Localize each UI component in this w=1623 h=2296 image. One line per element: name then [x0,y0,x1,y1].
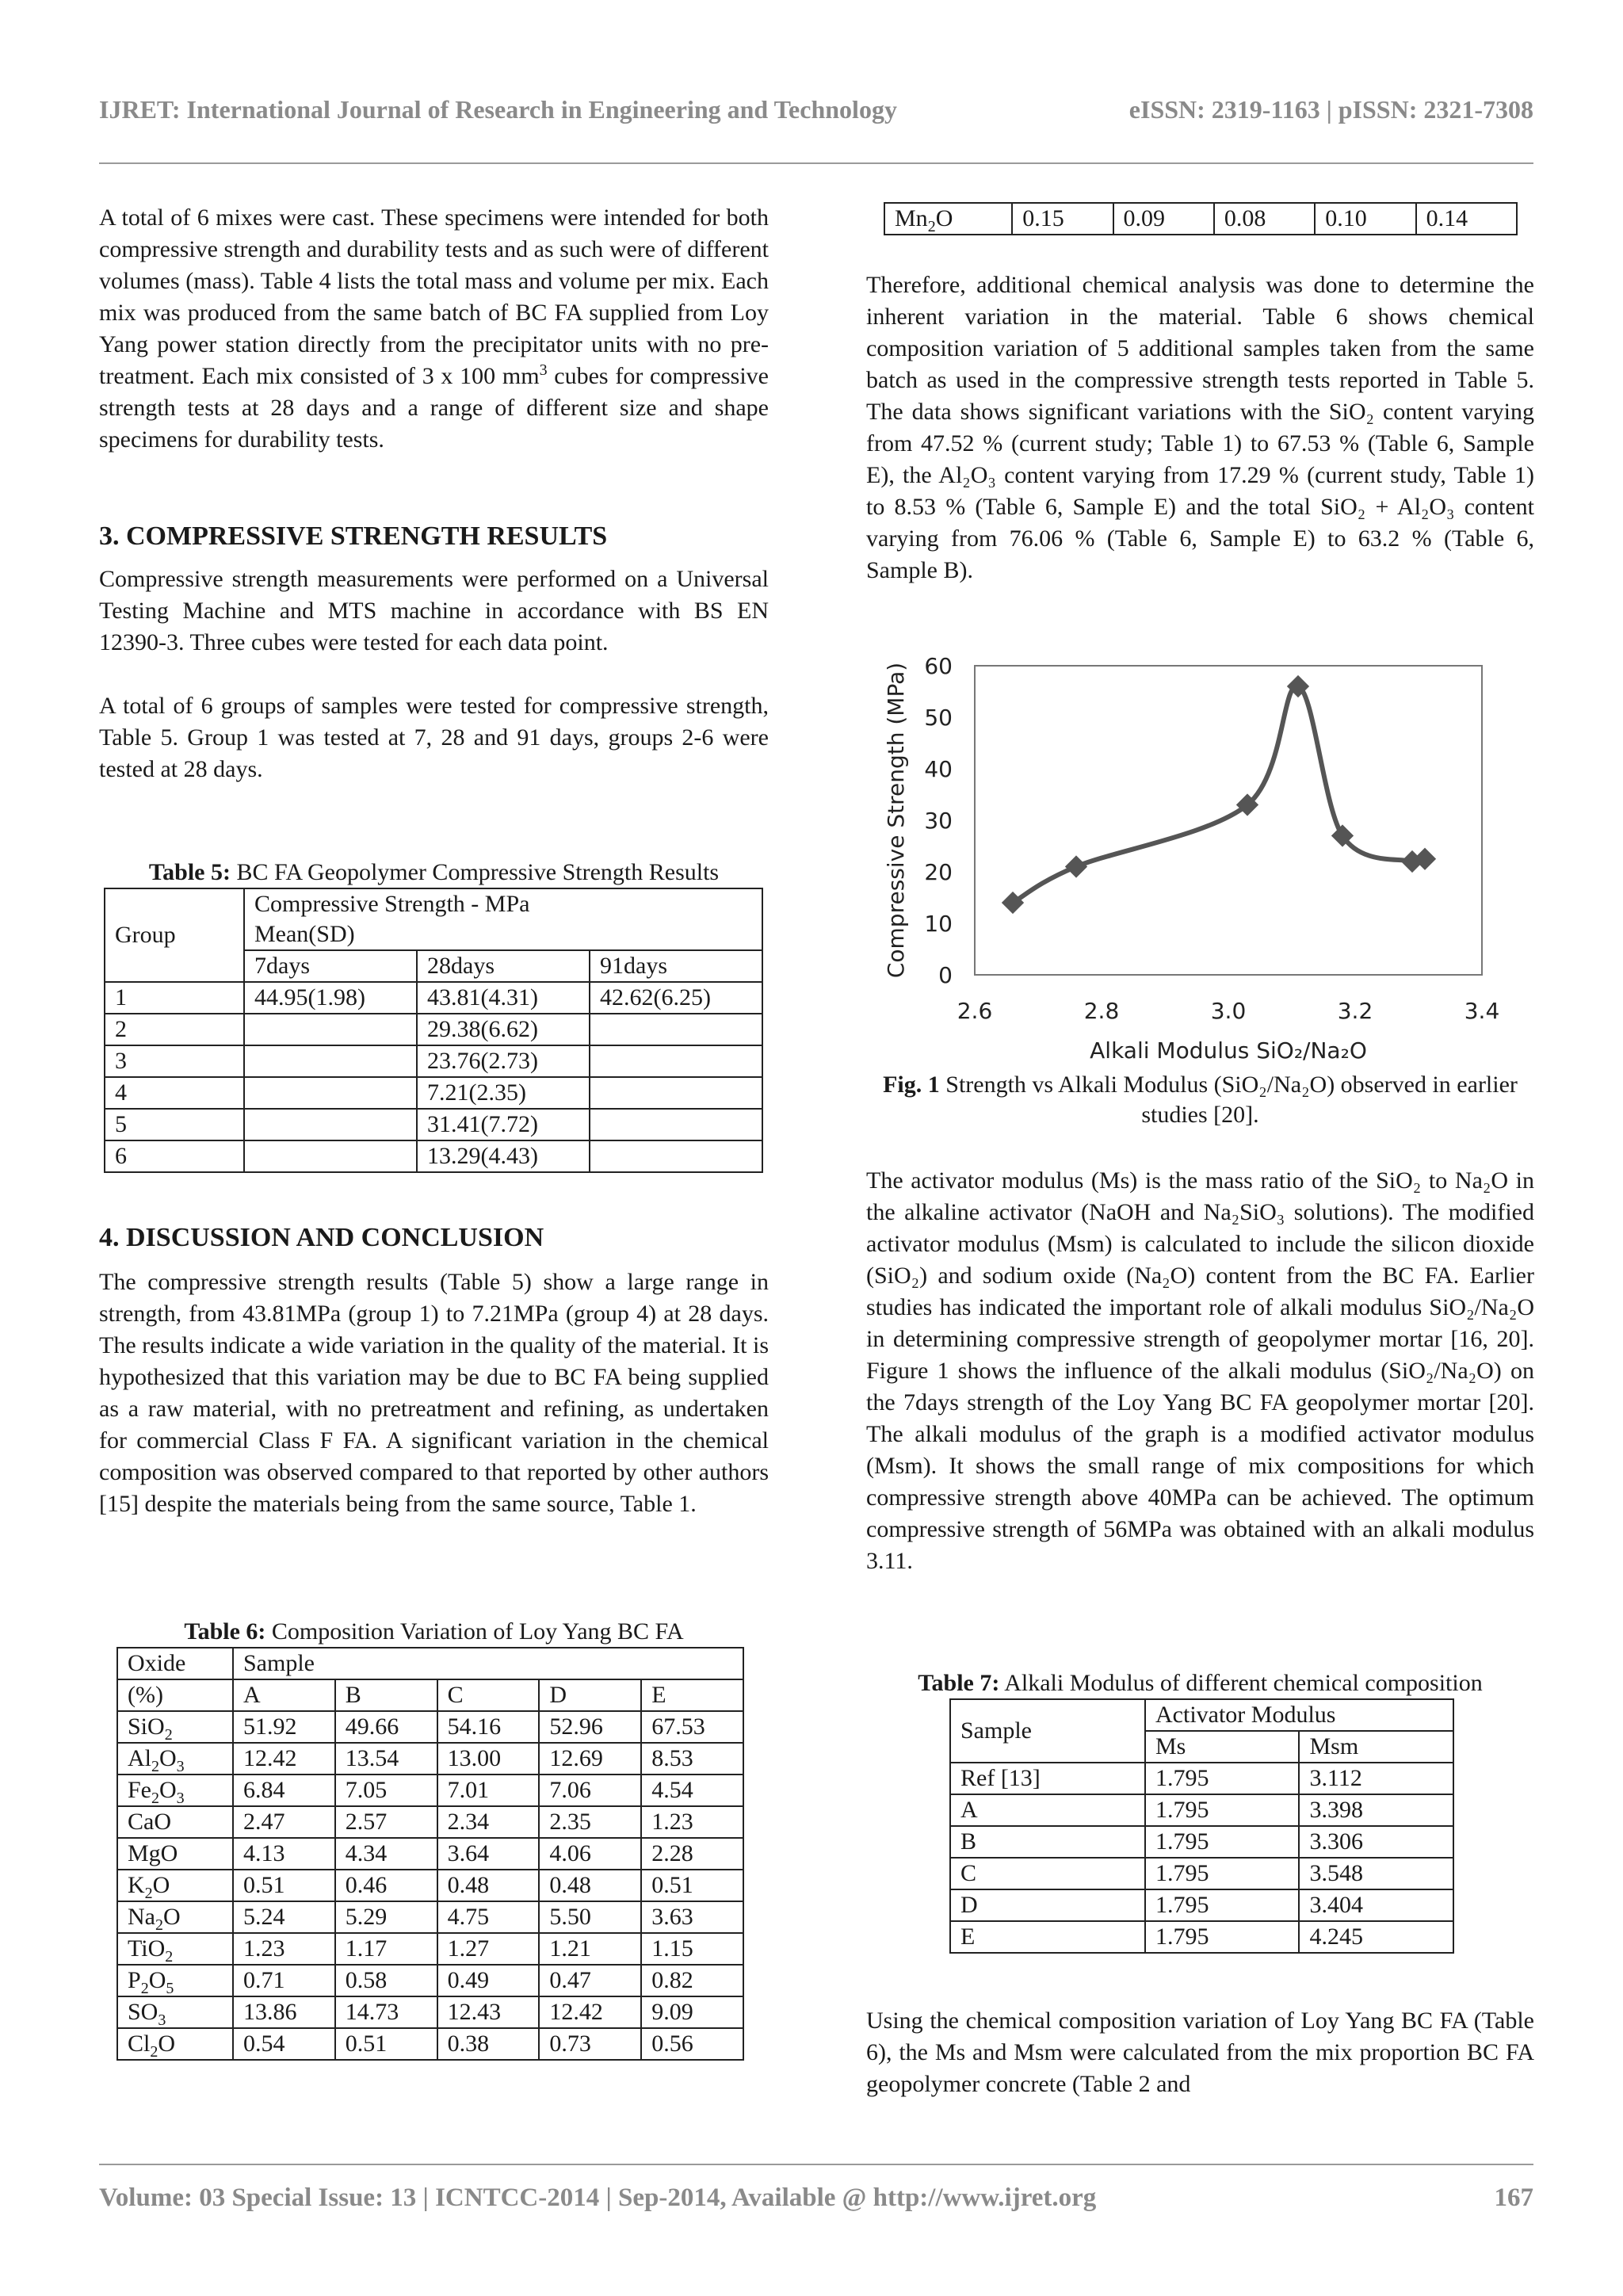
table-row [105,1045,762,1077]
table-cell [590,1014,762,1045]
table-cell: 5.29 [335,1901,437,1933]
table-cell: 4.245 [1299,1921,1453,1953]
right-paragraph-3 [866,2005,1534,2100]
oxide-label: TiO$_2$ [117,1933,233,1965]
table-header: 28days [417,950,590,982]
issn: eISSN: 2319-1163 | pISSN: 2321-7308 [1128,95,1533,124]
table-cell: 0.51 [641,1870,743,1901]
table-cell: 1.23 [641,1806,743,1838]
table-row [105,1109,762,1140]
table-cell: 12.69 [539,1743,641,1775]
table7 [949,1698,1454,1954]
oxide-label: SiO$_2$ [117,1711,233,1743]
table5 [104,888,763,1173]
table-cell: 0.54 [233,2028,335,2060]
table-row [117,1775,743,1806]
table-cell: 1.795 [1145,1826,1299,1858]
paragraph: A total of 6 groups of samples were tested for compressive strength, Table 5. Group 1 was tested at 7, 28 and 91 days, groups 2-6 were tested at 28 days. [99,693,769,782]
table-header: Compressive Strength - MPa Mean(SD) [244,888,762,950]
table-cell: 0.48 [539,1870,641,1901]
table-header: Activator Modulus [1145,1699,1453,1731]
table-row [117,1838,743,1870]
paragraph: A total of 6 mixes were cast. These specimens were intended for both compressive strength and durability tests and as such were of different volumes (mass). Table 4 lists the total mass and volume per mix. Each mix was produced from the same batch of BC FA supplied from Loy Yang power station directly from the precipitator units with no pre-treatment. Each mix consisted of 3 x 100 $mm^3$ cubes for compressive strength tests at 28 days and a range of different size and shape specimens for durability tests. [99,204,769,453]
table-cell [244,1045,417,1077]
table-row [950,1763,1453,1794]
table-cell [244,1077,417,1109]
table-cell: 12.43 [437,1996,540,2028]
table-cell: 0.71 [233,1965,335,1996]
x-tick-label: 3.2 [1337,998,1373,1024]
right-paragraph-2 [866,1165,1534,1577]
table-header: Msm [1299,1731,1453,1763]
x-tick-label: 3.0 [1210,998,1247,1024]
table-cell: 3.548 [1299,1858,1453,1889]
oxide-label: $SO_3$ [117,1996,233,2028]
table-row [117,1806,743,1838]
table-cell: 2.34 [437,1806,540,1838]
header-rule [99,162,1533,164]
table-cell: 14.73 [335,1996,437,2028]
oxide-label: $P_2O_5$ [117,1965,233,1996]
left-column [99,202,769,456]
table-cell: 6.84 [233,1775,335,1806]
data-point [1065,855,1087,877]
table-cell [244,1109,417,1140]
table-cell: 0.46 [335,1870,437,1901]
table-row [105,982,762,1014]
table5-block [99,858,769,1173]
table-cell: 3.404 [1299,1889,1453,1921]
table-cell: E [950,1921,1145,1953]
table-cell: 7.01 [437,1775,540,1806]
table-header: Sample [233,1648,743,1679]
table-cell: B [950,1826,1145,1858]
table-cell: 49.66 [335,1711,437,1743]
table-cell [590,1109,762,1140]
table-cell: 4.75 [437,1901,540,1933]
table-cell: 3.398 [1299,1794,1453,1826]
table-cell: 3 [105,1045,244,1077]
table-header: D [539,1679,641,1711]
paragraph: The compressive strength results (Table 5) show a large range in strength, from 43.81MPa (group 1) to 7.21MPa (group 4) at 28 days. The results indicate a wide variation in the quality of the material. It is hypothesized that this variation may be due to BC FA being supplied as a raw material, with no pretreatment and refining, as undertaken for commercial Class F FA. A significant variation in the chemical composition was observed compared to that reported by other authors [15] despite the materials being from the same source, Table 1. [99,1269,769,1517]
table-row [950,1858,1453,1889]
table-header: B [335,1679,437,1711]
table-cell: 13.86 [233,1996,335,2028]
table-cell: 0.82 [641,1965,743,1996]
table6 [116,1647,744,2061]
table-cell: 5 [105,1109,244,1140]
table-row [105,1077,762,1109]
table-cell: 8.53 [641,1743,743,1775]
table-cell [590,1045,762,1077]
table-header: 7days [244,950,417,982]
table-cell: 3.64 [437,1838,540,1870]
table-cell [590,1077,762,1109]
oxide-label: $Cl_2O$ [117,2028,233,2060]
table-row [105,1014,762,1045]
table-cell: 4.54 [641,1775,743,1806]
table6-block [99,1617,769,2061]
table-cell: 43.81(4.31) [417,982,590,1014]
page-header [99,95,1533,143]
table-cell: 5.50 [539,1901,641,1933]
table7-block [866,1668,1534,1954]
table-cell [590,1140,762,1172]
table-header: A [233,1679,335,1711]
table-cell: 0.38 [437,2028,540,2060]
table-cell: 3.63 [641,1901,743,1933]
table-cell: 0.51 [233,1870,335,1901]
section-title: 3. COMPRESSIVE STRENGTH RESULTS [99,521,608,551]
right-paragraph-1 [866,269,1534,586]
table-row [117,1996,743,2028]
table-header: E [641,1679,743,1711]
table-cell: 2.28 [641,1838,743,1870]
table-header: Ms [1145,1731,1299,1763]
table-cell: 1.795 [1145,1763,1299,1794]
y-tick-label: 30 [924,808,953,834]
table-cell: 23.76(2.73) [417,1045,590,1077]
table-cell: 3.112 [1299,1763,1453,1794]
table-row [117,2028,743,2060]
y-axis-label: Compressive Strength (MPa) [883,662,909,979]
table-cell [244,1014,417,1045]
table-cell: 4.34 [335,1838,437,1870]
table-cell: 0.10 [1315,203,1415,235]
table-cell: 0.14 [1416,203,1517,235]
x-tick-label: 2.8 [1083,998,1120,1024]
table6-continued-block [884,202,1518,235]
table-header: Group [105,888,244,982]
table6-continued [884,202,1518,235]
table-cell: 44.95(1.98) [244,982,417,1014]
y-tick-label: 0 [938,962,953,988]
table-cell: C [950,1858,1145,1889]
y-tick-label: 50 [924,705,953,731]
table-cell: 54.16 [437,1711,540,1743]
table-cell: 7.21(2.35) [417,1077,590,1109]
table-cell: 1.795 [1145,1921,1299,1953]
paragraph: Compressive strength measurements were performed on a Universal Testing Machine and MTS machine in accordance with BS EN 12390-3. Three cubes were tested for each data point. [99,566,769,655]
table-cell: 13.54 [335,1743,437,1775]
table-header: Oxide [117,1648,233,1679]
table-cell: 2.47 [233,1806,335,1838]
table-cell: 12.42 [539,1996,641,2028]
table-cell: 4 [105,1077,244,1109]
figure-1-chart [880,642,1514,1070]
paragraph: Using the chemical composition variation of Loy Yang BC FA (Table 6), the Ms and Msm were calculated from the mix proportion BC FA geopolymer concrete (Table 2 and [866,2008,1534,2097]
oxide-label: MgO [117,1838,233,1870]
oxide-label: CaO [117,1806,233,1838]
table-cell: 1.795 [1145,1858,1299,1889]
table-cell: 0.58 [335,1965,437,1996]
plot-area [975,666,1482,975]
table-cell: 0.49 [437,1965,540,1996]
table-cell: Ref [13] [950,1763,1145,1794]
table-cell: 0.48 [437,1870,540,1901]
table-cell: 1.17 [335,1933,437,1965]
table-cell: 0.09 [1113,203,1214,235]
figure-1-caption-block [866,1070,1534,1130]
table-header: C [437,1679,540,1711]
table-cell: 4.06 [539,1838,641,1870]
journal-title: IJRET: International Journal of Research in Engineering and Technology [99,95,897,124]
table-row [105,1140,762,1172]
x-tick-label: 3.4 [1464,998,1500,1024]
table-cell: 52.96 [539,1711,641,1743]
table-cell: 2.57 [335,1806,437,1838]
section-3 [99,519,769,785]
strength-chart [880,642,1514,1070]
table-row [950,1794,1453,1826]
table-header: (%) [117,1679,233,1711]
figure-1-caption: Fig. 1 Strength vs Alkali Modulus (SiO₂/Na₂O) observed in earlier studies [20]. [883,1072,1518,1128]
paragraph: Therefore, additional chemical analysis was done to determine the inherent variation in the material. Table 6 shows chemical composition variation of 5 additional samples taken from the same batch as used in the compressive strength tests reported in Table 5. The data shows significant variations with the SiO₂ content varying from 47.52 % (current study; Table 1) to 67.53 % (Table 6, Sample E), the Al₂O₃ content varying from 17.29 % (current study, Table 1) to 8.53 % (Table 6, Sample E) and the total SiO₂ + Al₂O₃ content varying from 76.06 % (Table 6, Sample E) to 63.2 % (Table 6, Sample B). [866,272,1534,583]
table-cell: 1.27 [437,1933,540,1965]
y-tick-label: 20 [924,859,953,885]
section-4 [99,1221,769,1520]
table-cell: 7.06 [539,1775,641,1806]
table-row [884,203,1517,235]
y-tick-label: 60 [924,653,953,679]
table-cell: 7.05 [335,1775,437,1806]
oxide-label: $Al_2O_3$ [117,1743,233,1775]
table-cell: 1.23 [233,1933,335,1965]
table-row [117,1933,743,1965]
table-header: 91days [590,950,762,982]
table-cell: 51.92 [233,1711,335,1743]
table-cell: 0.51 [335,2028,437,2060]
oxide-label: $Mn_2O$ [884,203,1012,235]
table-row [117,1711,743,1743]
table-cell: 31.41(7.72) [417,1109,590,1140]
table6-caption: Table 6: Composition Variation of Loy Yang BC FA [184,1618,684,1645]
page-number: 167 [1494,2183,1533,2212]
paragraph: The activator modulus (Ms) is the mass ratio of the SiO₂ to Na₂O in the alkaline activator (NaOH and Na₂SiO₃ solutions). The modified activator modulus (Msm) is calculated to include the silicon dioxide (SiO₂) and sodium oxide (Na₂O) content from the BC FA. Earlier studies has indicated the important role of alkali modulus SiO₂/Na₂O in determining compressive strength of geopolymer mortar [16, 20]. Figure 1 shows the influence of the alkali modulus (SiO₂/Na₂O) on the 7days strength of the Loy Yang BC FA geopolymer mortar [20]. The alkali modulus of the graph is a modified activator modulus (Msm). It shows the small range of mix compositions for which compressive strength above 40MPa can be achieved. The optimum compressive strength of 56MPa was obtained with an alkali modulus 3.11. [866,1167,1534,1574]
table5-caption: Table 5: BC FA Geopolymer Compressive Strength Results [148,859,720,885]
table-cell: 0.08 [1214,203,1315,235]
table-row [950,1921,1453,1953]
table-cell: 42.62(6.25) [590,982,762,1014]
table-cell: 2 [105,1014,244,1045]
y-tick-label: 10 [924,911,953,937]
table-cell: 29.38(6.62) [417,1014,590,1045]
table-row [117,1901,743,1933]
table-cell: 12.42 [233,1743,335,1775]
table-row [117,1870,743,1901]
oxide-label: $Na_2O$ [117,1901,233,1933]
table-cell: D [950,1889,1145,1921]
table-cell: 1 [105,982,244,1014]
table-cell: 1.21 [539,1933,641,1965]
table-cell [244,1140,417,1172]
table-cell: 0.73 [539,2028,641,2060]
table-cell: 1.795 [1145,1794,1299,1826]
table-cell: 9.09 [641,1996,743,2028]
table-cell: 13.00 [437,1743,540,1775]
table-cell: 1.795 [1145,1889,1299,1921]
table-row [950,1826,1453,1858]
section-title: 4. DISCUSSION AND CONCLUSION [99,1223,544,1252]
table-row [117,1743,743,1775]
oxide-label: $K_2O$ [117,1870,233,1901]
oxide-label: $Fe_2O_3$ [117,1775,233,1806]
table-cell: 3.306 [1299,1826,1453,1858]
x-tick-label: 2.6 [957,998,993,1024]
table7-caption: Table 7: Alkali Modulus of different chemical composition [918,1670,1483,1696]
table-cell: A [950,1794,1145,1826]
table-cell: 0.47 [539,1965,641,1996]
table-cell: 2.35 [539,1806,641,1838]
table-header: Sample [950,1699,1145,1763]
y-tick-label: 40 [924,756,953,782]
footer-volume: Volume: 03 Special Issue: 13 | ICNTCC-2014 | Sep-2014, Available @ http://www.ijret.org [99,2183,1097,2212]
table-cell: 67.53 [641,1711,743,1743]
table-cell: 6 [105,1140,244,1172]
x-axis-label: Alkali Modulus SiO₂/Na₂O [1090,1037,1367,1064]
table-cell: 5.24 [233,1901,335,1933]
table-row [950,1889,1453,1921]
table-cell: 13.29(4.43) [417,1140,590,1172]
table-cell: 1.15 [641,1933,743,1965]
footer-rule [99,2164,1533,2165]
table-cell: 4.13 [233,1838,335,1870]
table-row [117,1965,743,1996]
table-cell: 0.56 [641,2028,743,2060]
table-cell: 0.15 [1012,203,1113,235]
